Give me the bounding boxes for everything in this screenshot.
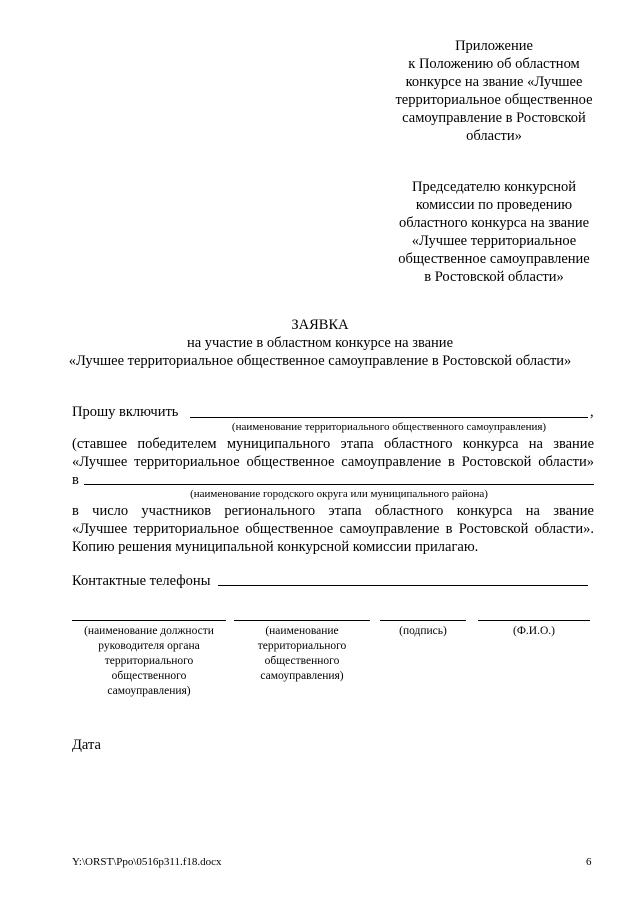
- participants-line-2: «Лучшее территориальное общественное самоуправление в Ростовской области».: [72, 521, 594, 537]
- appendix-line: к Положению об областном: [408, 56, 580, 72]
- caption-line: руководителя органа: [98, 640, 200, 652]
- document-subtitle: на участие в областном конкурсе на звание: [186, 335, 454, 351]
- organization-field[interactable]: [234, 620, 370, 621]
- district-name-caption: (наименование городского округа или муниципального района): [190, 488, 488, 500]
- appendix-line: территориальное общественное: [395, 92, 593, 108]
- full-name-caption: (Ф.И.О.): [513, 625, 555, 637]
- participants-line-1: в число участников регионального этапа областного конкурса на звание: [72, 503, 594, 519]
- caption-line: (наименование: [265, 625, 339, 637]
- full-name-field[interactable]: [478, 620, 590, 621]
- date-label: Дата: [72, 737, 101, 753]
- winner-line-1: (ставшее победителем муниципального этапа областного конкурса на звание: [72, 436, 594, 452]
- appendix-line: конкурсе на звание «Лучшее: [405, 74, 583, 90]
- caption-line: территориального: [257, 640, 347, 652]
- winner-line-2: «Лучшее территориальное общественное самоуправление в Ростовской области»: [72, 454, 594, 470]
- tos-name-caption: (наименование территориального общественного самоуправления): [231, 421, 547, 433]
- addressee-line: комиссии по проведению: [415, 197, 573, 213]
- district-name-field[interactable]: [84, 484, 594, 485]
- caption-line: общественного: [264, 655, 340, 667]
- contest-name: «Лучшее территориальное общественное самоуправление в Ростовской области»: [68, 353, 572, 369]
- caption-line: (наименование должности: [84, 625, 214, 637]
- appendix-line: самоуправление в Ростовской: [402, 110, 586, 126]
- in-label: в: [72, 472, 79, 488]
- caption-line: общественного: [111, 670, 187, 682]
- caption-line: территориального: [104, 655, 194, 667]
- signature-field[interactable]: [380, 620, 466, 621]
- appendix-note: [380, 37, 608, 145]
- appendix-line: области»: [466, 128, 522, 144]
- tos-name-field[interactable]: [190, 417, 588, 418]
- signature-caption: (подпись): [399, 625, 447, 637]
- addressee-line: в Ростовской области»: [424, 269, 564, 285]
- contacts-field[interactable]: [218, 585, 588, 586]
- addressee-line: «Лучшее территориальное: [411, 233, 577, 249]
- addressee-line: областного конкурса на звание: [398, 215, 590, 231]
- addressee-line: общественное самоуправление: [398, 251, 590, 267]
- organization-caption: [234, 624, 370, 684]
- comma: ,: [590, 404, 594, 420]
- page-number: 6: [586, 856, 592, 868]
- attachment-note: Копию решения муниципальной конкурсной комиссии прилагаю.: [72, 539, 479, 555]
- addressee: [380, 178, 608, 286]
- caption-line: самоуправления): [260, 670, 344, 682]
- position-caption: [62, 624, 236, 699]
- caption-line: самоуправления): [107, 685, 191, 697]
- document-title: ЗАЯВКА: [291, 317, 349, 333]
- position-field[interactable]: [72, 620, 226, 621]
- addressee-line: Председателю конкурсной: [412, 179, 576, 195]
- appendix-line: Приложение: [455, 38, 533, 54]
- contacts-label: Контактные телефоны: [72, 573, 211, 589]
- footer-file-path: Y:\ORST\Ppo\0516p311.f18.docx: [72, 856, 222, 868]
- request-prompt: Прошу включить: [72, 404, 179, 420]
